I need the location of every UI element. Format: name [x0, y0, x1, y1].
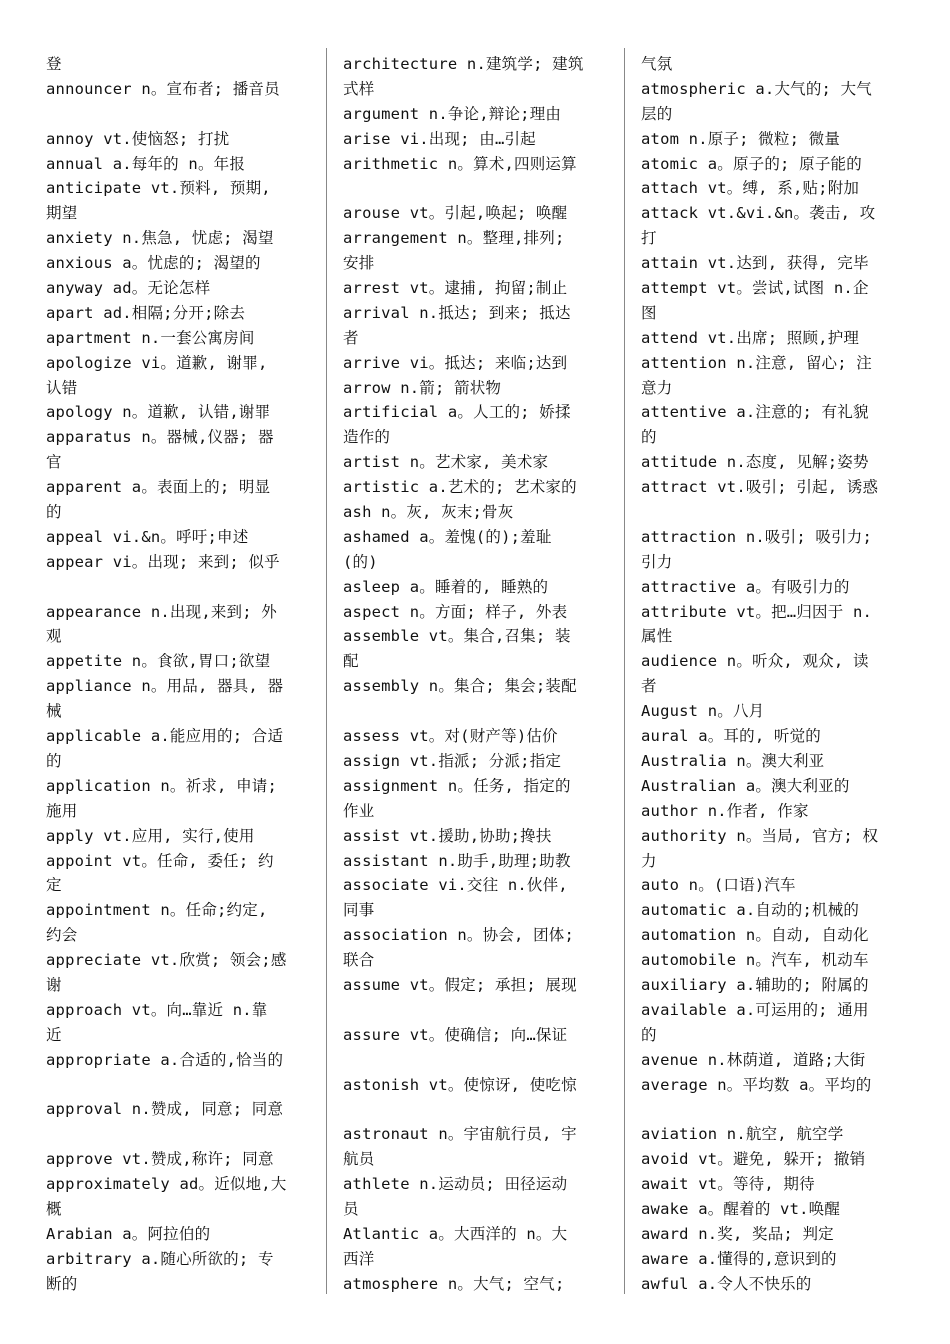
vocabulary-line: annual a.每年的 n。年报 — [46, 154, 246, 173]
vocabulary-column-1 — [46, 52, 312, 1297]
vocabulary-line: attract vt.吸引; 引起, 诱惑 — [641, 478, 879, 497]
vocabulary-line: application n。祈求, 申请; — [46, 776, 278, 795]
vocabulary-line: assess vt。对(财产等)估价 — [343, 727, 558, 746]
vocabulary-line: 的 — [641, 1025, 657, 1044]
vocabulary-line: aspect n。方面; 样子, 外表 — [343, 602, 568, 621]
vocabulary-line: 作业 — [343, 801, 375, 820]
vocabulary-line: artist n。艺术家, 美术家 — [343, 453, 549, 472]
vocabulary-line: architecture n.建筑学; 建筑 — [343, 55, 584, 73]
vocabulary-line: 意力 — [641, 378, 673, 397]
vocabulary-line: 图 — [641, 303, 657, 322]
vocabulary-line: appropriate a.合适的,恰当的 — [46, 1050, 284, 1069]
vocabulary-line: apology n。道歉, 认错,谢罪 — [46, 403, 271, 422]
vocabulary-line: arrangement n。整理,排列; — [343, 229, 565, 248]
vocabulary-line: Australian a。澳大利亚的 — [641, 776, 850, 795]
vocabulary-line: 的 — [641, 428, 657, 447]
vocabulary-line: attribute vt。把…归因于 n. — [641, 602, 873, 621]
vocabulary-line: 属性 — [641, 627, 673, 646]
vocabulary-line: artificial a。人工的; 娇揉 — [343, 403, 571, 422]
vocabulary-line: Australia n。澳大利亚 — [641, 751, 825, 770]
vocabulary-line: (的) — [343, 552, 378, 571]
vocabulary-line: award n.奖, 奖品; 判定 — [641, 1224, 834, 1243]
vocabulary-line: August n。八月 — [641, 702, 765, 721]
vocabulary-line: artistic a.艺术的; 艺术家的 — [343, 478, 577, 497]
blank-line — [343, 699, 608, 724]
vocabulary-line: 的 — [46, 503, 62, 522]
vocabulary-line: 近 — [46, 1025, 62, 1044]
vocabulary-line: approval n.赞成, 同意; 同意 — [46, 1100, 284, 1119]
vocabulary-line: audience n。听众, 观众, 读 — [641, 652, 869, 671]
vocabulary-line: assist vt.援助,协助;搀扶 — [343, 826, 552, 845]
vocabulary-line: auxiliary a.辅助的; 附属的 — [641, 975, 869, 994]
vocabulary-line: appliance n。用品, 器具, 器 — [46, 677, 284, 696]
vocabulary-line: awake a。醒着的 vt.唤醒 — [641, 1199, 841, 1218]
vocabulary-line: 登 — [46, 55, 62, 73]
vocabulary-line: attractive a。有吸引力的 — [641, 577, 850, 596]
vocabulary-line: assignment n。任务, 指定的 — [343, 776, 571, 795]
vocabulary-line: association n。协会, 团体; — [343, 926, 575, 945]
vocabulary-line: available a.可运用的; 通用 — [641, 1000, 869, 1019]
vocabulary-line: 打 — [641, 229, 657, 248]
blank-line — [343, 1048, 608, 1073]
vocabulary-line: 员 — [343, 1199, 359, 1218]
vocabulary-line: 造作的 — [343, 428, 391, 447]
vocabulary-line: Arabian a。阿拉伯的 — [46, 1224, 211, 1243]
vocabulary-line: arithmetic n。算术,四则运算 — [343, 154, 577, 173]
vocabulary-line: argument n.争论,辩论;理由 — [343, 104, 562, 123]
vocabulary-line: 同事 — [343, 901, 375, 920]
vocabulary-line: arise vi.出现; 由…引起 — [343, 129, 536, 148]
vocabulary-line: approximately ad。近似地,大 — [46, 1175, 287, 1194]
vocabulary-line: appearance n.出现,来到; 外 — [46, 602, 278, 621]
vocabulary-line: aural a。耳的, 听觉的 — [641, 727, 821, 746]
vocabulary-line: anyway ad。无论怎样 — [46, 279, 211, 298]
vocabulary-line: average n。平均数 a。平均的 — [641, 1075, 872, 1094]
vocabulary-line: atmospheric a.大气的; 大气 — [641, 79, 873, 98]
vocabulary-line: 层的 — [641, 104, 673, 123]
vocabulary-line: attraction n.吸引; 吸引力; — [641, 527, 873, 546]
vocabulary-line: ashamed a。羞愧(的);羞耻 — [343, 527, 552, 546]
blank-line — [46, 1122, 312, 1147]
vocabulary-line: annoy vt.使恼怒; 打扰 — [46, 129, 230, 148]
vocabulary-line: ash n。灰, 灰末;骨灰 — [343, 503, 514, 522]
vocabulary-line: approve vt.赞成,称许; 同意 — [46, 1150, 274, 1169]
column-divider — [624, 48, 625, 1294]
vocabulary-line: apparatus n。器械,仪器; 器 — [46, 428, 274, 447]
blank-line — [343, 998, 608, 1023]
vocabulary-line: assume vt。假定; 承担; 展现 — [343, 975, 577, 994]
vocabulary-line: apparent a。表面上的; 明显 — [46, 478, 271, 497]
vocabulary-line: automation n。自动, 自动化 — [641, 926, 869, 945]
vocabulary-line: arrive vi。抵达; 来临;达到 — [343, 353, 568, 372]
vocabulary-line: arrow n.箭; 箭状物 — [343, 378, 502, 397]
vocabulary-line: appointment n。任命;约定, — [46, 901, 268, 920]
vocabulary-line: 观 — [46, 627, 62, 646]
vocabulary-line: arbitrary a.随心所欲的; 专 — [46, 1249, 274, 1268]
vocabulary-line: apartment n.一套公寓房间 — [46, 328, 255, 347]
vocabulary-line: 安排 — [343, 254, 375, 273]
vocabulary-line: authority n。当局, 官方; 权 — [641, 826, 879, 845]
vocabulary-line: announcer n。宣布者; 播音员 — [46, 79, 280, 98]
blank-line — [343, 1097, 608, 1122]
vocabulary-line: astronaut n。宇宙航行员, 宇 — [343, 1125, 577, 1144]
vocabulary-line: assistant n.助手,助理;助教 — [343, 851, 571, 870]
vocabulary-line: apply vt.应用, 实行,使用 — [46, 826, 255, 845]
vocabulary-line: assembly n。集合; 集会;装配 — [343, 677, 577, 696]
vocabulary-line: attitude n.态度, 见解;姿势 — [641, 453, 869, 472]
vocabulary-line: awful a.令人不快乐的 — [641, 1274, 812, 1293]
vocabulary-line: arrest vt。逮捕, 拘留;制止 — [343, 279, 568, 298]
vocabulary-line: avoid vt。避免, 躲开; 撤销 — [641, 1150, 866, 1169]
vocabulary-line: 谢 — [46, 975, 62, 994]
vocabulary-line: appreciate vt.欣赏; 领会;感 — [46, 951, 287, 970]
vocabulary-line: 者 — [641, 677, 657, 696]
vocabulary-line: automobile n。汽车, 机动车 — [641, 951, 869, 970]
vocabulary-line: Atlantic a。大西洋的 n。大 — [343, 1224, 568, 1243]
vocabulary-line: appeal vi.&n。呼吁;申述 — [46, 527, 249, 546]
vocabulary-line: attend vt.出席; 照顾,护理 — [641, 328, 860, 347]
vocabulary-line: atomic a。原子的; 原子能的 — [641, 154, 862, 173]
vocabulary-line: associate vi.交往 n.伙伴, — [343, 876, 568, 895]
blank-line — [46, 575, 312, 600]
vocabulary-line: aware a.懂得的,意识到的 — [641, 1249, 837, 1268]
vocabulary-line: 力 — [641, 851, 657, 870]
blank-line — [46, 102, 312, 127]
blank-line — [641, 500, 905, 525]
vocabulary-line: await vt。等待, 期待 — [641, 1175, 815, 1194]
vocabulary-line: 官 — [46, 453, 62, 472]
vocabulary-line: attach vt。缚, 系,贴;附加 — [641, 179, 860, 198]
blank-line — [641, 1097, 905, 1122]
vocabulary-line: 期望 — [46, 204, 78, 223]
vocabulary-line: author n.作者, 作家 — [641, 801, 809, 820]
vocabulary-line: anticipate vt.预料, 预期, — [46, 179, 271, 198]
vocabulary-line: anxiety n.焦急, 忧虑; 渴望 — [46, 229, 274, 248]
vocabulary-column-2 — [343, 52, 608, 1297]
vocabulary-line: athlete n.运动员; 田径运动 — [343, 1175, 568, 1194]
vocabulary-line: assemble vt。集合,召集; 装 — [343, 627, 571, 646]
vocabulary-line: attempt vt。尝试,试图 n.企 — [641, 279, 869, 298]
vocabulary-line: 联合 — [343, 951, 375, 970]
vocabulary-line: 概 — [46, 1199, 62, 1218]
vocabulary-line: attack vt.&vi.&n。袭击, 攻 — [641, 204, 876, 223]
blank-line — [46, 1073, 312, 1098]
vocabulary-line: arouse vt。引起,唤起; 唤醒 — [343, 204, 568, 223]
vocabulary-line: arrival n.抵达; 到来; 抵达 — [343, 303, 571, 322]
vocabulary-line: attentive a.注意的; 有礼貌 — [641, 403, 869, 422]
vocabulary-line: 气氛 — [641, 55, 673, 73]
vocabulary-line: apologize vi。道歉, 谢罪, — [46, 353, 268, 372]
vocabulary-line: avenue n.林荫道, 道路;大街 — [641, 1050, 866, 1069]
vocabulary-line: appear vi。出现; 来到; 似乎 — [46, 552, 280, 571]
vocabulary-line: 西洋 — [343, 1249, 375, 1268]
vocabulary-line: anxious a。忧虑的; 渴望的 — [46, 254, 261, 273]
vocabulary-line: assure vt。使确信; 向…保证 — [343, 1025, 568, 1044]
vocabulary-line: 施用 — [46, 801, 78, 820]
vocabulary-line: atmosphere n。大气; 空气; — [343, 1274, 565, 1293]
vocabulary-line: 者 — [343, 328, 359, 347]
vocabulary-line: 式样 — [343, 79, 375, 98]
vocabulary-line: appoint vt。任命, 委任; 约 — [46, 851, 274, 870]
blank-line — [343, 176, 608, 201]
vocabulary-line: approach vt。向…靠近 n.靠 — [46, 1000, 268, 1019]
vocabulary-line: apart ad.相隔;分开;除去 — [46, 303, 246, 322]
vocabulary-line: applicable a.能应用的; 合适 — [46, 727, 284, 746]
column-divider — [326, 48, 327, 1294]
vocabulary-line: appetite n。食欲,胃口;欲望 — [46, 652, 271, 671]
vocabulary-line: 定 — [46, 876, 62, 895]
vocabulary-line: aviation n.航空, 航空学 — [641, 1125, 844, 1144]
vocabulary-column-3 — [641, 52, 905, 1297]
vocabulary-line: 配 — [343, 652, 359, 671]
vocabulary-line: asleep a。睡着的, 睡熟的 — [343, 577, 549, 596]
vocabulary-line: auto n。(口语)汽车 — [641, 876, 796, 895]
vocabulary-line: 认错 — [46, 378, 78, 397]
vocabulary-line: 械 — [46, 702, 62, 721]
vocabulary-line: 断的 — [46, 1274, 78, 1293]
vocabulary-line: 的 — [46, 751, 62, 770]
vocabulary-line: astonish vt。使惊讶, 使吃惊 — [343, 1075, 577, 1094]
vocabulary-line: atom n.原子; 微粒; 微量 — [641, 129, 841, 148]
vocabulary-line: attain vt.达到, 获得, 完毕 — [641, 254, 869, 273]
vocabulary-line: assign vt.指派; 分派;指定 — [343, 751, 562, 770]
vocabulary-line: automatic a.自动的;机械的 — [641, 901, 860, 920]
vocabulary-line: 航员 — [343, 1150, 375, 1169]
vocabulary-line: attention n.注意, 留心; 注 — [641, 353, 873, 372]
vocabulary-line: 约会 — [46, 926, 78, 945]
vocabulary-line: 引力 — [641, 552, 673, 571]
